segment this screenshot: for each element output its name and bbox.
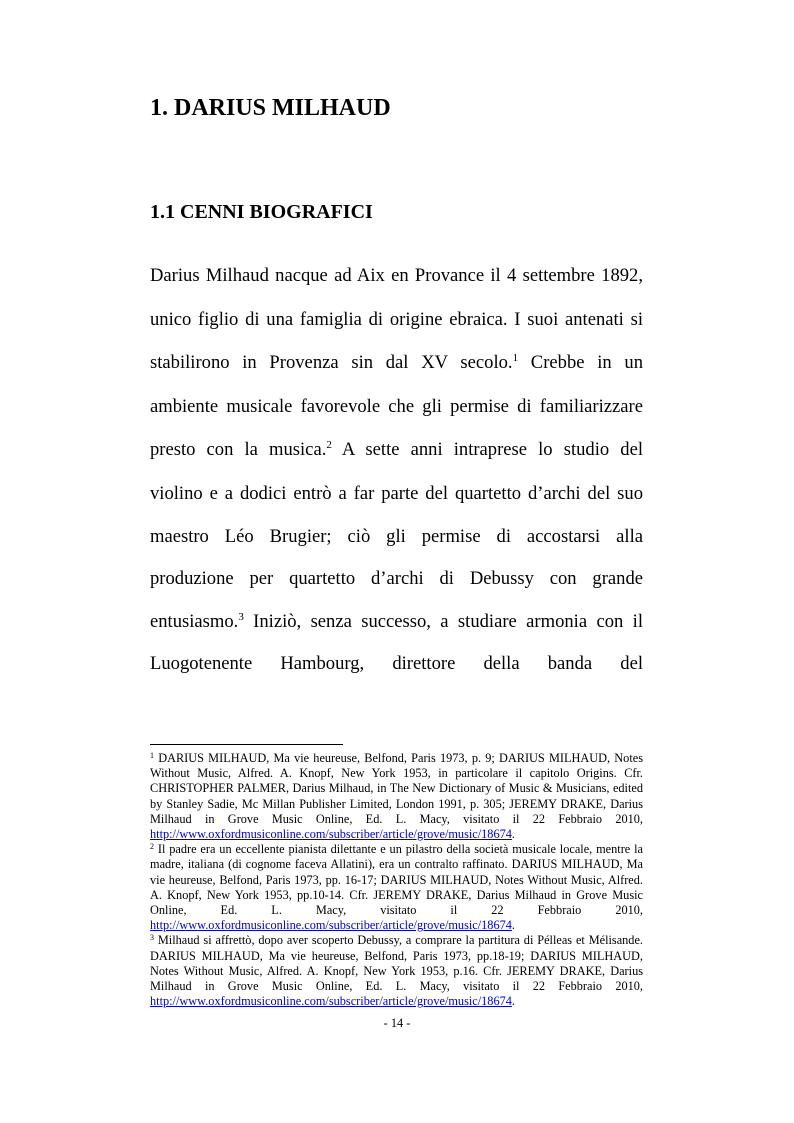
- body-line: stabilirono in Provenza sin dal XV secolo.$^1$ Crebbe in un: [150, 352, 643, 373]
- body-line: entusiasmo.$^3$ Iniziò, senza successo, a studiare armonia con il: [150, 611, 643, 632]
- section-title: 1.1 CENNI BIOGRAFICI: [150, 201, 373, 223]
- page-number: - 14 -: [383, 1016, 411, 1030]
- footnotes: [150, 751, 643, 1009]
- footnote-number: 3: [150, 933, 154, 943]
- footnote-ref[interactable]: 3: [238, 611, 244, 623]
- footnote-1: $^1$ DARIUS MILHAUD, Ma vie heureuse, Belfond, Paris 1973, p. 9; DARIUS MILHAUD, Notes Without Music, Alfred. A. Knopf, New York 1953, in particolare il capitolo Origins. Cfr. CHRISTOPHER PALMER, Darius Milhaud, in The New Dictionary of Music & Musicians, edited by Stanley Sadie, Mc Millan Publisher Limited, London 1991, p. 305; JEREMY DRAKE, Darius Milhaud in Grove Music Online, Ed. L. Macy, visitato il 22 Febbraio 2010, http://www.oxfordmusiconline.com/subscriber/article/grove/music/18674.: [150, 751, 643, 842]
- footnote-3: $^3$ Milhaud si affrettò, dopo aver scoperto Debussy, a comprare la partitura di Pélleas et Mélisande. DARIUS MILHAUD, Ma vie heureuse, Belfond, Paris 1973, pp.18-19; DARIUS MILHAUD, Notes Without Music, Alfred. A. Knopf, New York 1953, p.16. Cfr. JEREMY DRAKE, Darius Milhaud in Grove Music Online, Ed. L. Macy, visitato il 22 Febbraio 2010, http://www.oxfordmusiconline.com/subscriber/article/grove/music/18674.: [150, 933, 643, 1009]
- body-line: unico figlio di una famiglia di origine ebraica. I suoi antenati si: [150, 309, 643, 330]
- footnote-link[interactable]: http://www.oxfordmusiconline.com/subscriber/article/grove/music/18674: [150, 918, 512, 933]
- body-line: Luogotenente Hambourg, direttore della banda del: [150, 653, 643, 674]
- footnote-number: 2: [150, 842, 154, 852]
- body-line: violino e a dodici entrò a far parte del quartetto d’archi del suo: [150, 483, 643, 504]
- footnote-divider: [150, 744, 343, 745]
- footnote-number: 1: [150, 751, 154, 760]
- footnote-link[interactable]: http://www.oxfordmusiconline.com/subscriber/article/grove/music/18674: [150, 827, 512, 842]
- footnote-ref[interactable]: 2: [326, 439, 332, 451]
- footnote-link[interactable]: http://www.oxfordmusiconline.com/subscriber/article/grove/music/18674: [150, 994, 512, 1009]
- footnote-ref[interactable]: 1: [512, 352, 519, 364]
- footnote-2: $^2$ Il padre era un eccellente pianista dilettante e un pilastro della società musicale locale, mentre la madre, italiana (di cognome faceva Allatini), era un contralto raffinato. DARIUS MILHAUD, Ma vie heureuse, Belfond, Paris 1973, pp. 16-17; DARIUS MILHAUD, Notes Without Music, Alfred. A. Knopf, New York 1953, pp.10-14. Cfr. JEREMY DRAKE, Darius Milhaud in Grove Music Online, Ed. L. Macy, visitato il 22 Febbraio 2010, http://www.oxfordmusiconline.com/subscriber/article/grove/music/18674.: [150, 842, 643, 933]
- body-line: Darius Milhaud nacque ad Aix en Provance il 4 settembre 1892,: [150, 265, 643, 286]
- body-line: ambiente musicale favorevole che gli permise di familiarizzare: [150, 396, 643, 417]
- body-line: produzione per quartetto d’archi di Debussy con grande: [150, 568, 643, 589]
- body-line: presto con la musica.$^2$ A sette anni intraprese lo studio del: [150, 439, 643, 460]
- body-line: maestro Léo Brugier; ciò gli permise di accostarsi alla: [150, 526, 643, 547]
- chapter-title: 1. DARIUS MILHAUD: [150, 95, 391, 121]
